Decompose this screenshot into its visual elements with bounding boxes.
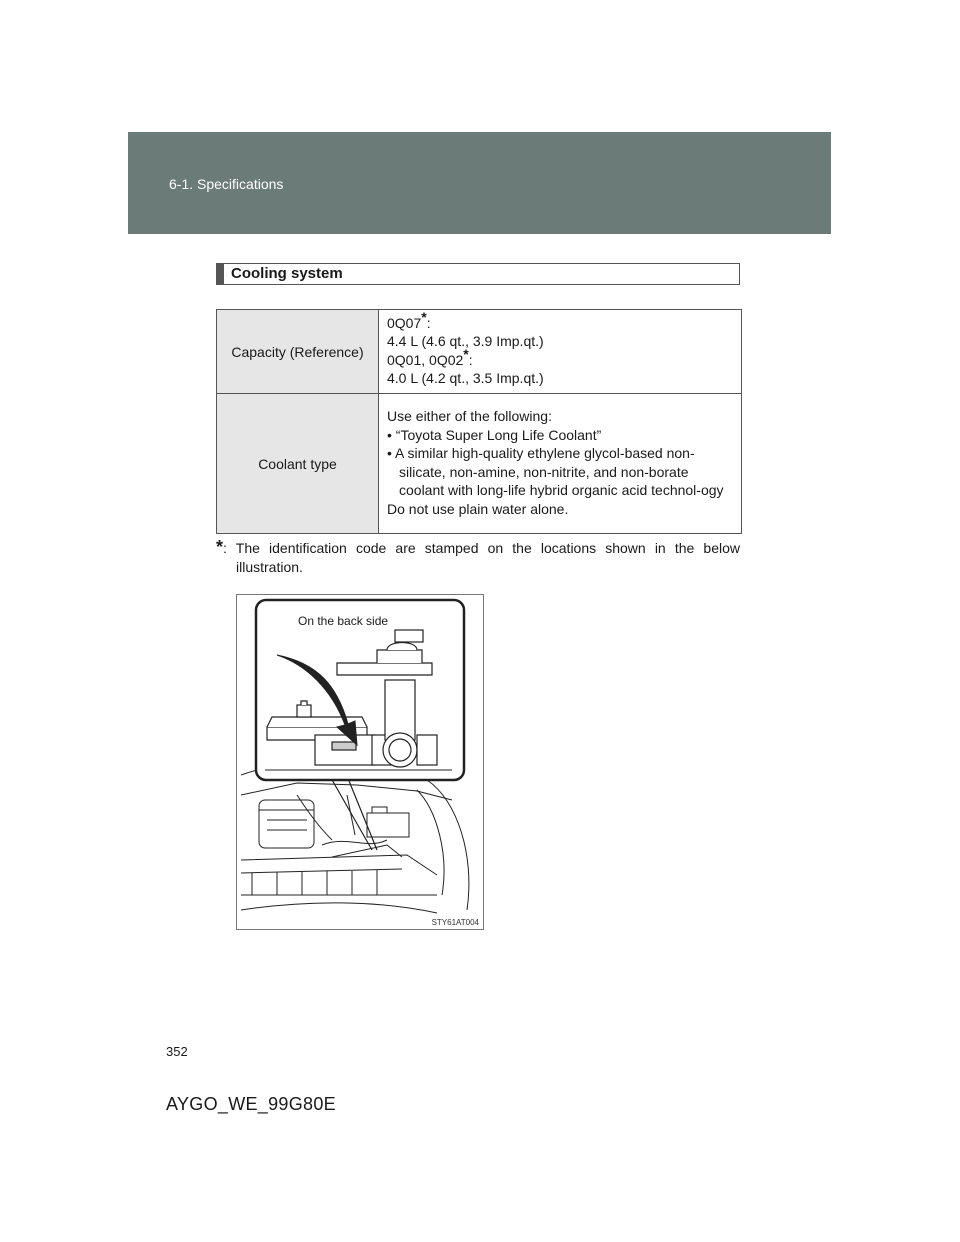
coolant-intro: Use either of the following: — [387, 408, 552, 424]
asterisk-mark: * — [421, 308, 427, 325]
asterisk-mark: * — [463, 345, 469, 362]
coolant-value — [379, 394, 742, 534]
engine1-code: 0Q07 — [387, 314, 422, 331]
coolant-warning: Do not use plain water alone. — [387, 500, 569, 517]
heading-bar — [217, 264, 224, 284]
capacity-engine1 — [387, 308, 733, 333]
footnote — [216, 538, 740, 577]
capacity-value2: 4.0 L (4.2 qt., 3.5 Imp.qt.) — [387, 370, 544, 386]
colon: : — [468, 351, 473, 368]
capacity-value — [379, 310, 742, 394]
colon: : — [426, 314, 431, 331]
figure-code: STY61AT004 — [431, 918, 479, 927]
footnote-asterisk: * — [216, 537, 224, 557]
capacity-value1: 4.4 L (4.6 qt., 3.9 Imp.qt.) — [387, 333, 544, 349]
footnote-text: : The identification code are stamped on the locations shown in the below illustration. — [223, 540, 740, 575]
capacity-label: Capacity (Reference) — [217, 310, 379, 394]
table-row-capacity — [217, 310, 742, 394]
coolant-label: Coolant type — [217, 394, 379, 534]
spec-table — [216, 309, 742, 534]
table-row-coolant — [217, 394, 742, 534]
callout-label: On the back side — [298, 614, 389, 628]
engine2-code: 0Q01, 0Q02 — [387, 351, 464, 368]
section-heading — [216, 263, 740, 285]
engine-illustration — [236, 594, 484, 930]
coolant-option1: • “Toyota Super Long Life Coolant” — [387, 426, 602, 443]
section-label: 6-1. Specifications — [169, 176, 284, 192]
capacity-engine2 — [387, 345, 733, 370]
header-band — [128, 132, 831, 234]
engine-bay-drawing — [237, 595, 484, 930]
doc-code: AYGO_WE_99G80E — [166, 1094, 336, 1114]
section-heading-text: Cooling system — [231, 265, 343, 282]
page-number: 352 — [166, 1044, 188, 1059]
coolant-option2: • A similar high-quality ethylene glycol-based non-silicate, non-amine, non-nitrite, and non-borate coolant with long-life hybrid organic acid technol-ogy — [387, 445, 724, 498]
